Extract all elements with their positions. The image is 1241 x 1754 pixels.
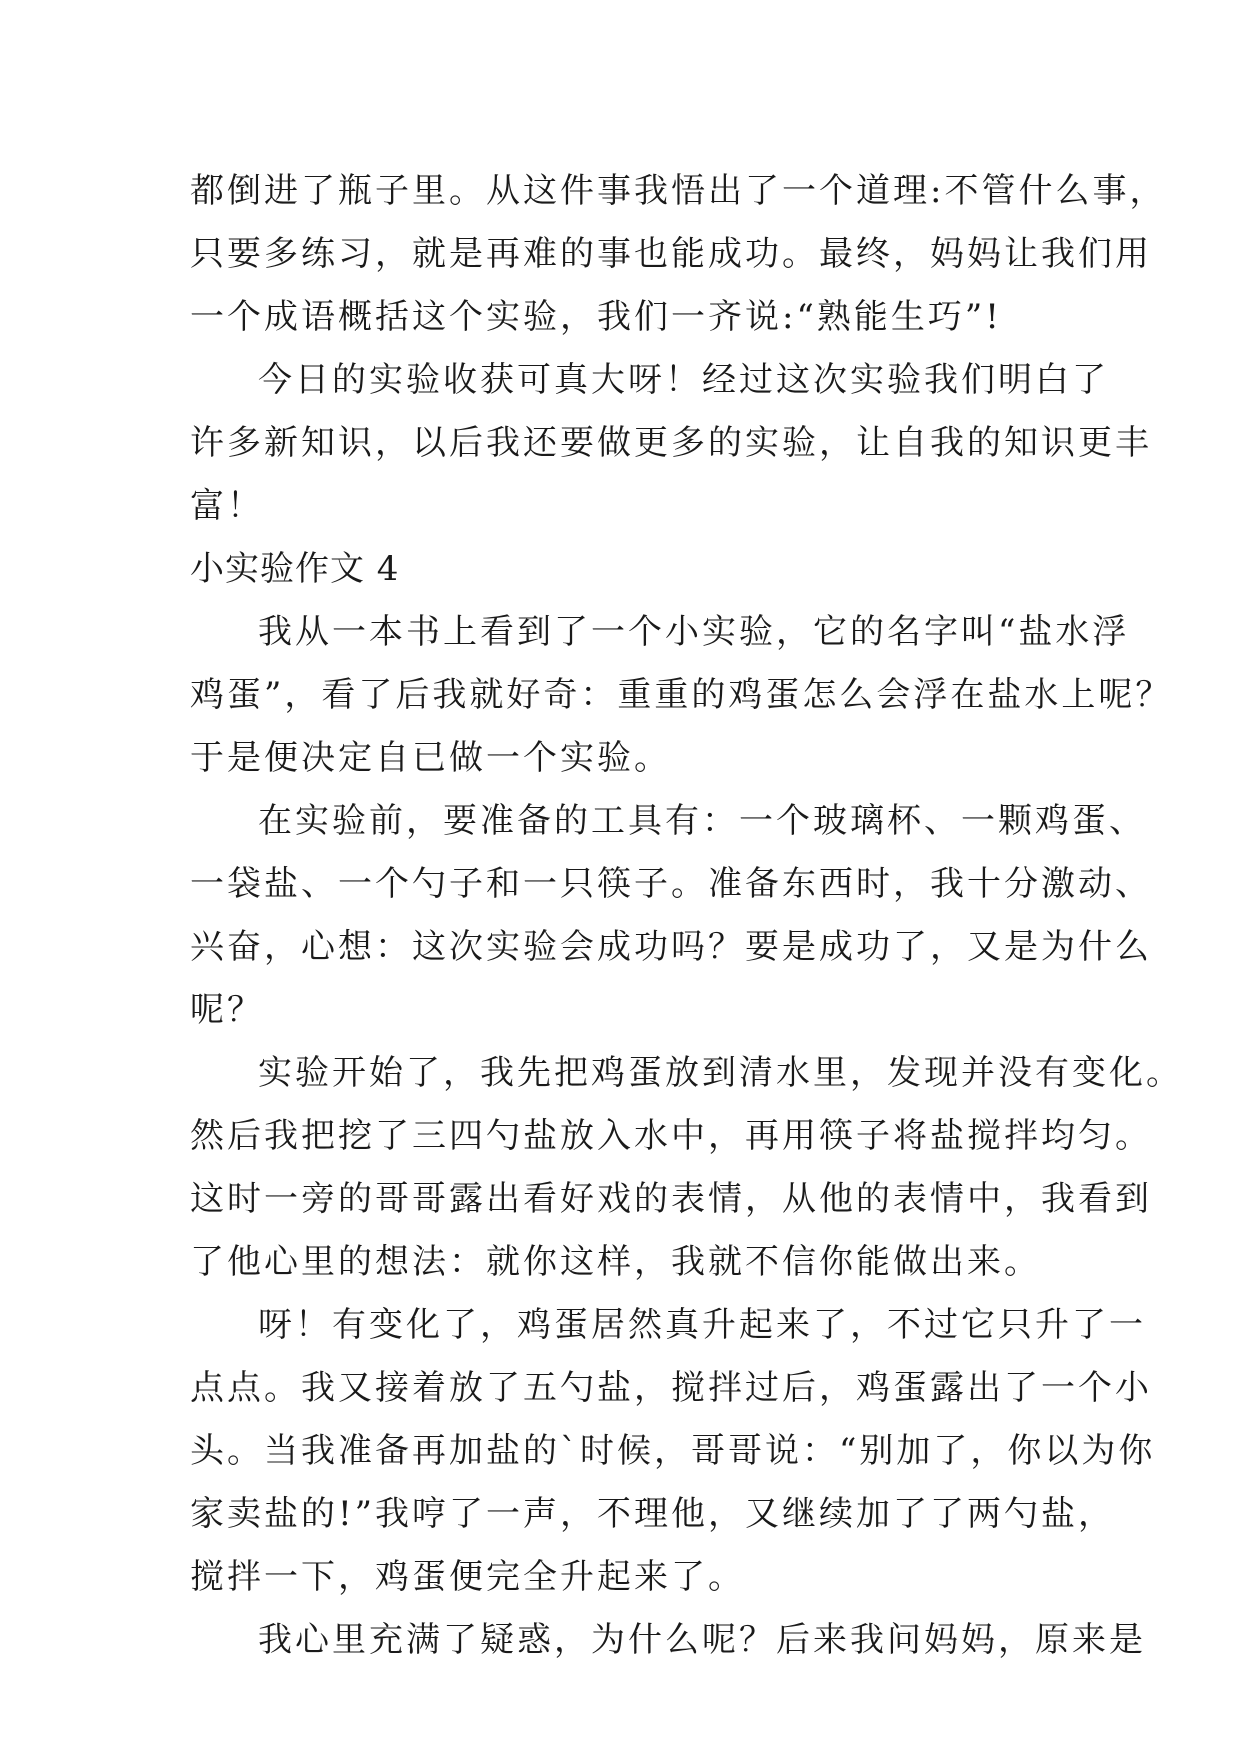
text-line: 鸡蛋”，看了后我就好奇：重重的鸡蛋怎么会浮在盐水上呢？	[190, 675, 1173, 715]
text-line: 于是便决定自已做一个实验。	[190, 738, 671, 778]
text-line: 富！	[190, 486, 264, 526]
paragraph-first-line: 呀！有变化了，鸡蛋居然真升起来了，不过它只升了一	[258, 1305, 1146, 1345]
text-line: 呢？	[190, 990, 264, 1030]
text-line: 这时一旁的哥哥露出看好戏的表情，从他的表情中，我看到	[190, 1179, 1152, 1219]
paragraph-first-line: 今日的实验收获可真大呀！经过这次实验我们明白了	[258, 360, 1109, 400]
text-line: 都倒进了瓶子里。从这件事我悟出了一个道理:不管什么事，	[190, 171, 1167, 211]
text-line: 兴奋，心想：这次实验会成功吗？要是成功了，又是为什么	[190, 927, 1152, 967]
section-heading: 小实验作文 4	[190, 549, 400, 589]
text-line: 头。当我准备再加盐的`时候，哥哥说：“别加了，你以为你	[190, 1431, 1156, 1471]
paragraph-first-line: 我心里充满了疑惑，为什么呢？后来我问妈妈，原来是	[258, 1620, 1146, 1660]
document-body	[190, 160, 1183, 1672]
paragraph-first-line: 在实验前，要准备的工具有：一个玻璃杯、一颗鸡蛋、	[258, 801, 1146, 841]
text-line: 许多新知识，以后我还要做更多的实验，让自我的知识更丰	[190, 423, 1152, 463]
text-line: 家卖盐的!”我哼了一声，不理他，又继续加了了两勺盐，	[190, 1494, 1116, 1534]
text-line: 只要多练习，就是再难的事也能成功。最终，妈妈让我们用	[190, 234, 1152, 274]
text-line: 然后我把挖了三四勺盐放入水中，再用筷子将盐搅拌均匀。	[190, 1116, 1152, 1156]
text-line: 一个成语概括这个实验，我们一齐说:“熟能生巧”!	[190, 297, 1002, 337]
text-line: 搅拌一下，鸡蛋便完全升起来了。	[190, 1557, 745, 1597]
text-line: 点点。我又接着放了五勺盐，搅拌过后，鸡蛋露出了一个小	[190, 1368, 1152, 1408]
text-line: 了他心里的想法：就你这样，我就不信你能做出来。	[190, 1242, 1041, 1282]
text-line: 一袋盐、一个勺子和一只筷子。准备东西时，我十分激动、	[190, 864, 1152, 904]
paragraph-first-line: 我从一本书上看到了一个小实验，它的名字叫“盐水浮	[258, 612, 1130, 652]
paragraph-first-line: 实验开始了，我先把鸡蛋放到清水里，发现并没有变化。	[258, 1053, 1183, 1093]
